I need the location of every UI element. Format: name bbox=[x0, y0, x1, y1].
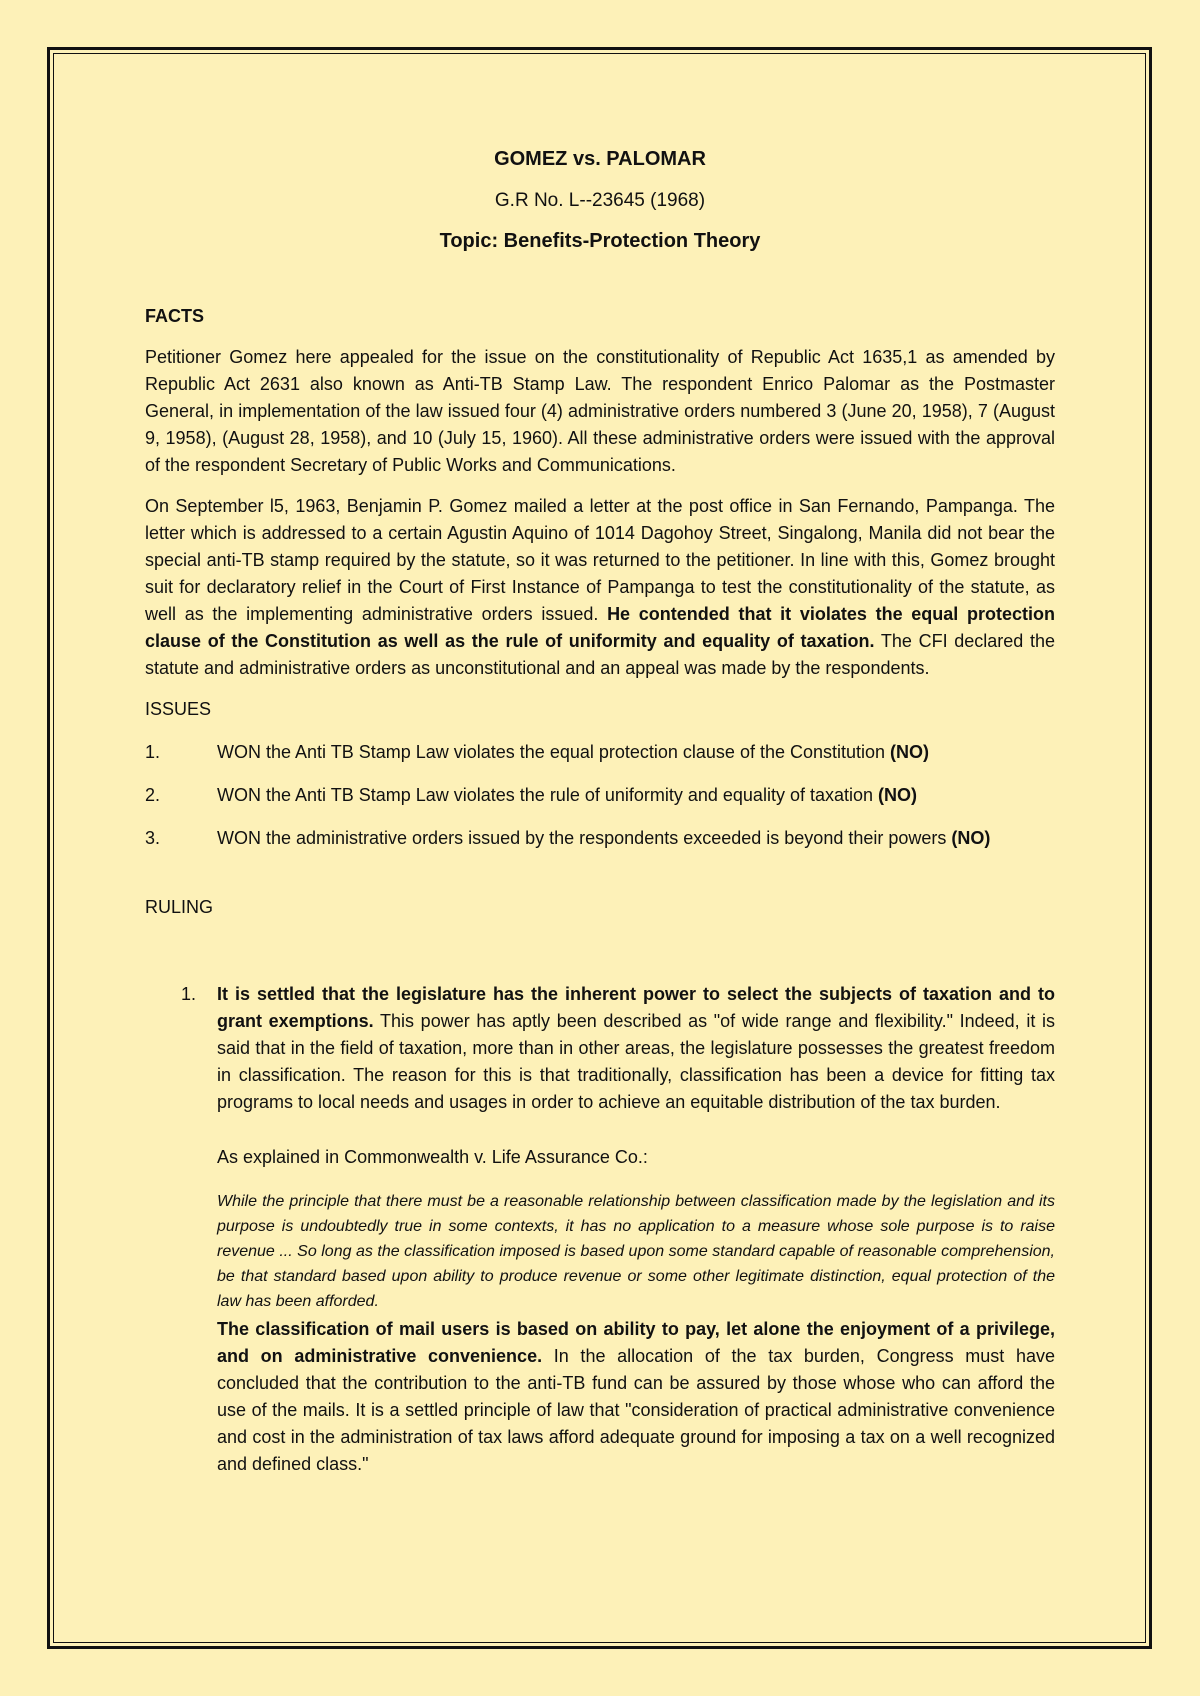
facts-paragraph-2-emphasis: He contended that it violates the equal protection clause of the Constitution as well as the rule of uniformity and equality of taxation. bbox=[145, 604, 1055, 651]
issues-heading: ISSUES bbox=[145, 699, 212, 719]
issue-number: 1. bbox=[145, 742, 161, 762]
ruling-paragraph-1-rest: This power has aptly been described as "of wide range and flexibility." Indeed, it is said that in the field of taxation, more than in other areas, the legislature possesses the greatest freedom in classification. The reason for this is that traditionally, classification has been a device for fitting tax programs to local needs and usages in order to achieve an equitable distribution of the tax burden. bbox=[217, 1011, 1055, 1112]
ruling-list-item bbox=[145, 981, 1055, 1478]
topic-line: Topic: Benefits-Protection Theory bbox=[439, 230, 761, 252]
issue-item bbox=[145, 825, 1055, 852]
ruling-quote: While the principle that there must be a reasonable relationship between classification made by the legislation and its purpose is undoubtedly true in some contexts, it has no application to a measure whose sole purpose is to raise revenue ... So long as the classification imposed is based upon some standard capable of reasonable comprehension, be that standard based upon ability to produce revenue or some other legitimate distinction, equal protection of the law has been afforded. bbox=[217, 1193, 1055, 1310]
ruling-paragraph-2: As explained in Commonwealth v. Life Assurance Co.: bbox=[217, 1147, 648, 1167]
issue-text bbox=[217, 739, 929, 766]
ruling-paragraph-1 bbox=[217, 981, 1055, 1116]
issue-text bbox=[217, 782, 917, 809]
ruling-heading: RULING bbox=[145, 897, 214, 917]
facts-paragraph-2 bbox=[145, 493, 1055, 682]
issue-text bbox=[217, 825, 990, 852]
gr-number: G.R No. L--23645 (1968) bbox=[494, 190, 706, 211]
ruling-paragraph-3 bbox=[217, 1316, 1055, 1478]
issue-item bbox=[145, 782, 1055, 809]
facts-paragraph-1: Petitioner Gomez here appealed for the issue on the constitutionality of Republic Act 1635,1 as amended by Republic Act 2631 also known as Anti-TB Stamp Law. The respondent Enrico Palomar as the Postmaster General, in implementation of the law issued four (4) administrative orders numbered 3 (June 20, 1958), 7 (August 9, 1958), (August 28, 1958), and 10 (July 15, 1960). All these administrative orders were issued with the approval of the respondent Secretary of Public Works and Communications. bbox=[145, 347, 1055, 475]
facts-paragraph-2-end: The CFI declared the statute and administrative orders as unconstitutional and an appeal was made by the respondents. bbox=[145, 631, 1055, 678]
issue-item bbox=[145, 739, 1055, 766]
facts-paragraph-2-start: On September l5, 1963, Benjamin P. Gomez mailed a letter at the post office in San Fernando, Pampanga. The letter which is addressed to a certain Agustin Aquino of 1014 Dagohoy Street, Singalong, Manila did not bear the special anti-TB stamp required by the statute, so it was returned to the petitioner. In line with this, Gomez brought suit for declaratory relief in the Court of First Instance of Pampanga to test the constitutionality of the statute, as well as the implementing administrative orders issued. bbox=[145, 496, 1055, 624]
issue-answer: (NO) bbox=[878, 785, 917, 805]
issue-number: 3. bbox=[145, 828, 161, 848]
issue-question: WON the administrative orders issued by the respondents exceeded is beyond their powers bbox=[217, 828, 952, 848]
document-body bbox=[145, 145, 1055, 1478]
facts-heading: FACTS bbox=[145, 306, 205, 326]
ruling-paragraph-3-emphasis: The classification of mail users is based on ability to pay, let alone the enjoyment of a privilege, and on administrative convenience. bbox=[217, 1319, 1055, 1366]
issue-number: 2. bbox=[145, 785, 161, 805]
issue-question: WON the Anti TB Stamp Law violates the equal protection clause of the Constitution bbox=[217, 742, 891, 762]
ruling-paragraph-1-emphasis: It is settled that the legislature has the inherent power to select the subjects of taxation and to grant exemptions. bbox=[217, 984, 1055, 1031]
issue-answer: (NO) bbox=[951, 828, 991, 848]
ruling-paragraph-3-rest: In the allocation of the tax burden, Congress must have concluded that the contribution to the anti-TB fund can be assured by those whose who can afford the use of the mails. It is a settled principle of law that "consideration of practical administrative convenience and cost in the administration of tax laws afford adequate ground for imposing a tax on a well recognized and defined class." bbox=[217, 1346, 1056, 1474]
issue-question: WON the Anti TB Stamp Law violates the rule of uniformity and equality of taxation bbox=[217, 785, 878, 805]
case-title: GOMEZ vs. PALOMAR bbox=[494, 148, 706, 170]
ruling-number: 1. bbox=[181, 984, 197, 1004]
issue-answer: (NO) bbox=[890, 742, 930, 762]
